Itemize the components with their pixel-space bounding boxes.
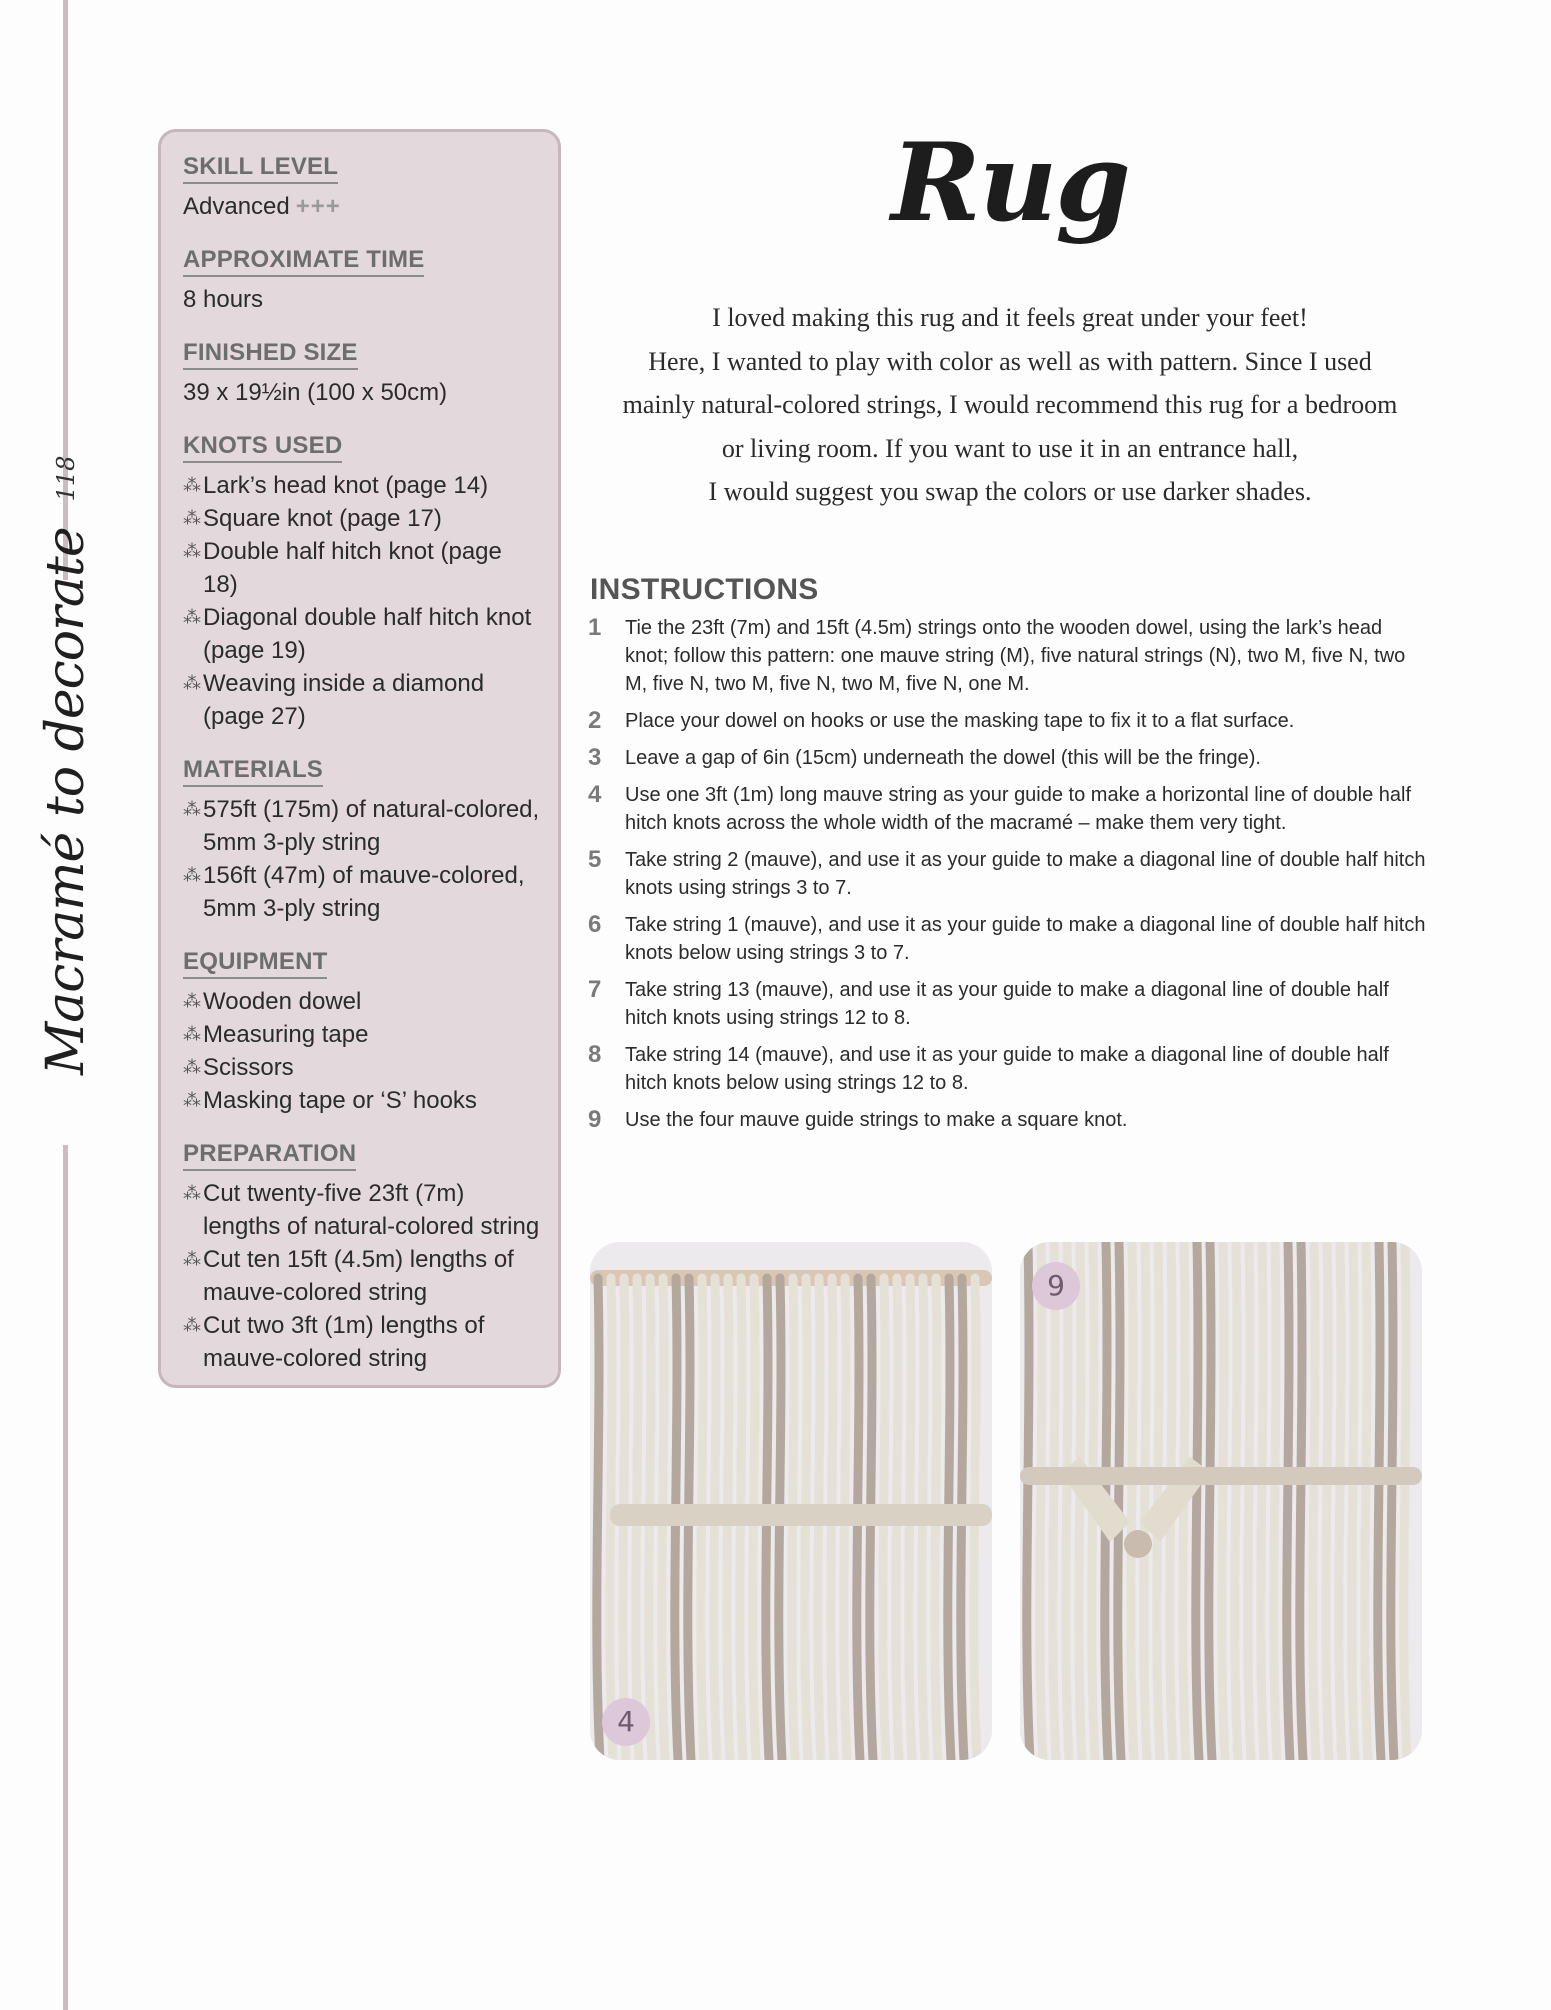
step-number: 4 bbox=[588, 781, 602, 808]
step-badge: 9 bbox=[1032, 1262, 1080, 1310]
string-strand bbox=[597, 1278, 600, 1760]
list-item bbox=[183, 985, 540, 1018]
list-item-text: Diagonal double half hitch knot (page 19) bbox=[203, 604, 532, 664]
page-title: Rug bbox=[891, 120, 1129, 246]
string-strand bbox=[1352, 1242, 1355, 1760]
step-badge: 4 bbox=[602, 1698, 650, 1746]
list-item bbox=[183, 859, 540, 925]
equipment-section bbox=[183, 947, 540, 1117]
list-item bbox=[183, 1309, 540, 1375]
approx-time-heading: APPROXIMATE TIME bbox=[183, 245, 424, 277]
preparation-list bbox=[183, 1177, 540, 1375]
knots-list bbox=[183, 469, 540, 733]
list-item-text: Cut two 3ft (1m) lengths of mauve-colored string bbox=[203, 1312, 485, 1372]
project-info-box bbox=[158, 129, 561, 1388]
step-number: 6 bbox=[588, 911, 602, 938]
list-item bbox=[183, 535, 540, 601]
instruction-steps bbox=[588, 614, 1428, 1143]
instruction-step bbox=[588, 1041, 1428, 1097]
equipment-list bbox=[183, 985, 540, 1117]
step-number: 7 bbox=[588, 976, 602, 1003]
list-item bbox=[183, 469, 540, 502]
intro-line: I would suggest you swap the colors or use darker shades. bbox=[708, 477, 1312, 506]
list-item-text: 575ft (175m) of natural-colored, 5mm 3-ply string bbox=[203, 796, 540, 856]
instruction-step bbox=[588, 976, 1428, 1032]
bullet-icon: ⁂ bbox=[183, 673, 201, 693]
step-text: Leave a gap of 6in (15cm) underneath the dowel (this will be the fringe). bbox=[625, 747, 1261, 769]
step-text: Take string 1 (mauve), and use it as your guide to make a diagonal line of double half hitch knots below using strings 3 to 7. bbox=[625, 914, 1426, 964]
step-number: 9 bbox=[588, 1106, 602, 1133]
instruction-step bbox=[588, 1106, 1428, 1134]
finished-size-heading: FINISHED SIZE bbox=[183, 338, 358, 370]
intro-line: Here, I wanted to play with color as well as with pattern. Since I used bbox=[648, 346, 1372, 376]
list-item bbox=[183, 1084, 540, 1117]
instruction-step bbox=[588, 614, 1428, 698]
page-number: 118 bbox=[52, 455, 80, 502]
skill-level-value: Advanced bbox=[183, 193, 290, 220]
list-item bbox=[183, 1051, 540, 1084]
macrame-photo-step-4 bbox=[590, 1242, 992, 1760]
step-text: Take string 13 (mauve), and use it as your guide to make a diagonal line of double half hitch knots using strings 12 to 8. bbox=[625, 979, 1389, 1029]
knots-used-section bbox=[183, 431, 540, 733]
list-item-text: 156ft (47m) of mauve-colored, 5mm 3-ply string bbox=[203, 862, 525, 922]
list-item bbox=[183, 793, 540, 859]
equipment-heading: EQUIPMENT bbox=[183, 947, 327, 979]
skill-level-section bbox=[183, 152, 540, 223]
bullet-icon: ⁂ bbox=[183, 1057, 201, 1077]
list-item bbox=[183, 1177, 540, 1243]
string-strand bbox=[1066, 1242, 1069, 1760]
approx-time-section bbox=[183, 245, 540, 316]
step-4-photo bbox=[590, 1242, 992, 1760]
bullet-icon: ⁂ bbox=[183, 799, 201, 819]
string-strand bbox=[1261, 1242, 1264, 1760]
list-item-text: Masking tape or ‘S’ hooks bbox=[203, 1087, 477, 1114]
intro-paragraph bbox=[590, 296, 1430, 514]
running-header bbox=[30, 455, 102, 1075]
list-item-text: Measuring tape bbox=[203, 1021, 369, 1048]
bullet-icon: ⁂ bbox=[183, 1249, 201, 1269]
string-strand bbox=[1248, 1242, 1251, 1760]
macrame-photo-step-9 bbox=[1020, 1242, 1422, 1760]
preparation-heading: PREPARATION bbox=[183, 1139, 356, 1171]
string-strand bbox=[1339, 1242, 1342, 1760]
materials-section bbox=[183, 755, 540, 925]
string-strand bbox=[1365, 1242, 1368, 1760]
step-text: Use the four mauve guide strings to make a square knot. bbox=[625, 1109, 1128, 1131]
list-item bbox=[183, 601, 540, 667]
string-strand bbox=[1287, 1242, 1290, 1760]
string-strand bbox=[1235, 1242, 1238, 1760]
step-text: Take string 14 (mauve), and use it as your guide to make a diagonal line of double half hitch knots below using strings 12 to 8. bbox=[625, 1044, 1389, 1094]
list-item bbox=[183, 1018, 540, 1051]
step-text: Place your dowel on hooks or use the masking tape to fix it to a flat surface. bbox=[625, 710, 1295, 732]
preparation-section bbox=[183, 1139, 540, 1375]
finished-size-value: 39 x 19½in (100 x 50cm) bbox=[183, 379, 448, 406]
string-strand bbox=[1144, 1242, 1147, 1760]
step-text: Take string 2 (mauve), and use it as your guide to make a diagonal line of double half hitch knots using strings 3 to 7. bbox=[625, 849, 1426, 899]
intro-line: I loved making this rug and it feels great under your feet! bbox=[712, 303, 1308, 332]
bullet-icon: ⁂ bbox=[183, 607, 201, 627]
book-title: Macramé to decorate bbox=[36, 527, 96, 1075]
instruction-step bbox=[588, 707, 1428, 735]
bullet-icon: ⁂ bbox=[183, 991, 201, 1011]
intro-line: mainly natural-colored strings, I would recommend this rug for a bedroom bbox=[622, 390, 1398, 419]
string-strand bbox=[1053, 1242, 1056, 1760]
instructions-heading: INSTRUCTIONS bbox=[590, 573, 819, 606]
materials-heading: MATERIALS bbox=[183, 755, 323, 787]
materials-list bbox=[183, 793, 540, 925]
list-item-text: Wooden dowel bbox=[203, 988, 362, 1015]
string-strand bbox=[1222, 1242, 1225, 1760]
list-item-text: Double half hitch knot (page 18) bbox=[203, 538, 502, 598]
bullet-icon: ⁂ bbox=[183, 541, 201, 561]
list-item-text: Scissors bbox=[203, 1054, 294, 1081]
bullet-icon: ⁂ bbox=[183, 1090, 201, 1110]
step-number: 5 bbox=[588, 846, 602, 873]
string-strand bbox=[1196, 1242, 1199, 1760]
list-item-text: Square knot (page 17) bbox=[203, 505, 442, 532]
string-strand bbox=[1040, 1242, 1043, 1760]
string-strand bbox=[1391, 1242, 1394, 1760]
skill-level-heading: SKILL LEVEL bbox=[183, 152, 338, 184]
approx-time-value: 8 hours bbox=[183, 286, 264, 313]
list-item-text: Lark’s head knot (page 14) bbox=[203, 472, 489, 499]
bullet-icon: ⁂ bbox=[183, 1183, 201, 1203]
string-strand bbox=[1378, 1242, 1381, 1760]
list-item-text: Cut ten 15ft (4.5m) lengths of mauve-colored string bbox=[203, 1246, 514, 1306]
bullet-icon: ⁂ bbox=[183, 508, 201, 528]
string-strand bbox=[1404, 1242, 1407, 1760]
step-text: Use one 3ft (1m) long mauve string as your guide to make a horizontal line of double half hitch knots across the whole width of the macramé – make them very tight. bbox=[625, 784, 1411, 834]
list-item bbox=[183, 1243, 540, 1309]
margin-rule bbox=[63, 1145, 68, 2010]
instruction-step bbox=[588, 846, 1428, 902]
step-number: 3 bbox=[588, 744, 602, 771]
skill-rating: +++ bbox=[295, 193, 341, 220]
string-strand bbox=[1027, 1242, 1030, 1760]
step-9-photo bbox=[1020, 1242, 1422, 1760]
string-strand bbox=[1326, 1242, 1329, 1760]
list-item-text: Weaving inside a diamond (page 27) bbox=[203, 670, 485, 730]
bullet-icon: ⁂ bbox=[183, 1024, 201, 1044]
string-strand bbox=[1300, 1242, 1303, 1760]
step-number: 8 bbox=[588, 1041, 602, 1068]
intro-line: or living room. If you want to use it in an entrance hall, bbox=[721, 433, 1299, 463]
knots-used-heading: KNOTS USED bbox=[183, 431, 342, 463]
bullet-icon: ⁂ bbox=[183, 1315, 201, 1335]
string-strand bbox=[1313, 1242, 1316, 1760]
string-strand bbox=[1274, 1242, 1277, 1760]
instruction-step bbox=[588, 744, 1428, 772]
step-text: Tie the 23ft (7m) and 15ft (4.5m) strings onto the wooden dowel, using the lark’s head knot; follow this pattern: one mauve string (M), five natural strings (N), two M, five N, two M, five N, two M, five N, two M, five N, one M. bbox=[625, 617, 1406, 695]
list-item bbox=[183, 502, 540, 535]
instruction-step bbox=[588, 911, 1428, 967]
string-strand bbox=[1118, 1242, 1121, 1760]
bullet-icon: ⁂ bbox=[183, 865, 201, 885]
list-item-text: Cut twenty-five 23ft (7m) lengths of natural-colored string bbox=[203, 1180, 540, 1240]
string-strand bbox=[1131, 1242, 1134, 1760]
instruction-step bbox=[588, 781, 1428, 837]
step-number: 2 bbox=[588, 707, 602, 734]
bullet-icon: ⁂ bbox=[183, 475, 201, 495]
list-item bbox=[183, 667, 540, 733]
finished-size-section bbox=[183, 338, 540, 409]
string-strand bbox=[1209, 1242, 1212, 1760]
step-number: 1 bbox=[588, 614, 602, 641]
